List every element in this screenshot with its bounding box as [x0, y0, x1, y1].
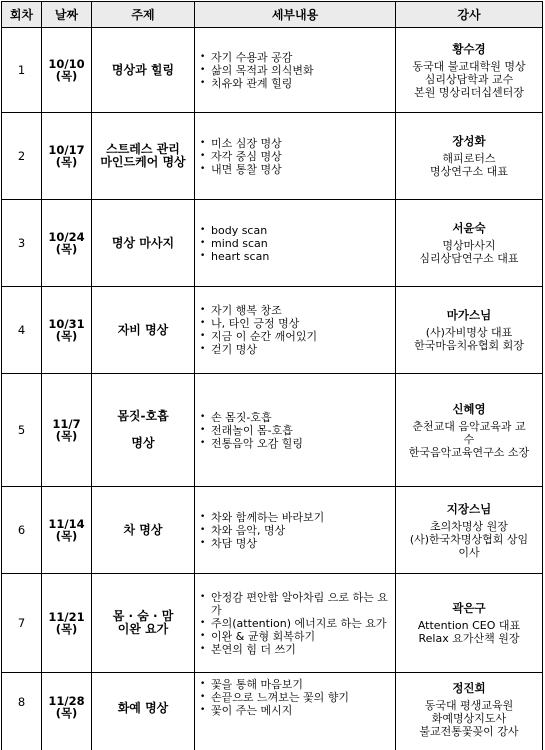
- header-date: 날짜: [42, 2, 92, 28]
- session-lecturer: [396, 200, 543, 287]
- bullet-icon: •: [200, 411, 206, 422]
- session-number: 4: [2, 287, 42, 374]
- session-lecturer: [396, 374, 543, 487]
- date-line: 10/24: [48, 230, 85, 244]
- detail-item: [200, 511, 395, 524]
- lecturer-affiliation: 본원 명상리더십센터장: [414, 85, 524, 99]
- session-number: 3: [2, 200, 42, 287]
- header-details: 세부내용: [195, 2, 396, 28]
- session-date: [42, 374, 92, 487]
- date-line: (목): [55, 622, 78, 636]
- topic-line: 명상: [131, 436, 155, 450]
- date-line: 11/7: [52, 417, 81, 431]
- lecturer-affiliation: 수: [463, 432, 475, 446]
- detail-item: [200, 250, 395, 263]
- detail-item: [200, 630, 395, 643]
- table-row: [2, 487, 543, 574]
- bullet-icon: •: [200, 77, 206, 88]
- header-lecturer: 강사: [396, 2, 543, 28]
- table-row: [2, 113, 543, 200]
- detail-item: [200, 437, 395, 450]
- detail-item: [200, 304, 395, 317]
- header-row: [2, 2, 543, 28]
- detail-item: [200, 237, 395, 250]
- bullet-icon: •: [200, 137, 206, 148]
- table-row: [2, 374, 543, 487]
- session-date: [42, 28, 92, 113]
- lecturer-affiliation: 심리상담학과 교수: [424, 72, 514, 86]
- detail-item: [200, 224, 395, 237]
- detail-item: [200, 163, 395, 176]
- session-lecturer: [396, 574, 543, 673]
- topic-line: 화예 명상: [117, 701, 169, 715]
- lecturer-name: 곽은구: [452, 601, 486, 615]
- lecturer-affiliation: 춘천교대 음악교육과 교: [412, 419, 526, 433]
- details-list: [200, 591, 395, 656]
- detail-item: [200, 617, 395, 630]
- session-topic: [92, 113, 195, 200]
- header-session: 회차: [2, 2, 42, 28]
- details-list: [200, 511, 395, 550]
- lecturer-affiliation: Attention CEO 대표: [417, 619, 521, 632]
- session-details: [195, 374, 396, 487]
- session-topic: [92, 487, 195, 574]
- table-row: [2, 673, 543, 750]
- detail-item: [200, 51, 395, 64]
- session-topic: [92, 287, 195, 374]
- detail-text: 자각 중심 명상: [211, 149, 282, 163]
- details-list: [200, 678, 395, 717]
- lecturer-affiliation: (사)한국차명상협회 상임: [409, 532, 529, 546]
- bullet-icon: •: [200, 524, 206, 535]
- session-number: 6: [2, 487, 42, 574]
- detail-text: 차담 명상: [211, 536, 258, 550]
- lecturer-name: 신혜영: [452, 401, 486, 416]
- bullet-icon: •: [200, 705, 206, 715]
- bullet-icon: •: [200, 344, 206, 354]
- session-details: [195, 287, 396, 374]
- session-lecturer: [396, 673, 543, 750]
- session-date: [42, 487, 92, 574]
- detail-text: body scan: [211, 223, 268, 237]
- detail-text: 차와 음악, 명상: [211, 523, 286, 537]
- detail-text: 지금 이 순간 깨어있기: [211, 330, 318, 343]
- detail-text: 나, 타인 긍정 명상: [211, 317, 300, 330]
- bullet-icon: •: [200, 224, 206, 235]
- details-list: [200, 224, 395, 263]
- detail-text: 자기 행복 창조: [211, 304, 282, 317]
- session-details: [195, 673, 396, 750]
- bullet-icon: •: [200, 692, 206, 702]
- detail-item: [200, 678, 395, 691]
- detail-item: [200, 64, 395, 77]
- topic-line: 명상 마사지: [111, 235, 175, 250]
- detail-text: 전래놀이 몸-호흡: [211, 423, 293, 437]
- topic-line: 몸 · 숨 · 맘: [112, 609, 174, 623]
- session-lecturer: [396, 113, 543, 200]
- session-details: [195, 574, 396, 673]
- detail-item: [200, 704, 395, 717]
- detail-text: 손 몸짓-호흡: [211, 410, 272, 424]
- session-topic: [92, 200, 195, 287]
- topic-line: 자비 명상: [117, 322, 169, 337]
- detail-text: 치유와 관계 힐링: [211, 76, 293, 90]
- session-lecturer: [396, 487, 543, 574]
- session-date: [42, 113, 92, 200]
- session-number: 1: [2, 28, 42, 113]
- details-list: [200, 51, 395, 90]
- lecturer-affiliation: 화예명상지도사: [431, 712, 507, 725]
- bullet-icon: •: [200, 511, 206, 522]
- detail-text: 이완 & 균형 회복하기: [211, 629, 316, 643]
- bullet-icon: •: [200, 250, 206, 261]
- session-details: [195, 200, 396, 287]
- date-line: (목): [55, 529, 78, 543]
- bullet-icon: •: [200, 630, 206, 641]
- topic-line: 차 명상: [123, 522, 163, 537]
- detail-text: mind scan: [211, 236, 268, 250]
- topic-spacer: [92, 423, 194, 437]
- topic-line: 마인드케어 명상: [100, 155, 186, 169]
- detail-item: [200, 150, 395, 163]
- session-number: 7: [2, 574, 42, 673]
- bullet-icon: •: [200, 331, 206, 341]
- session-topic: [92, 374, 195, 487]
- detail-text: 차와 함께하는 바라보기: [211, 510, 325, 524]
- bullet-icon: •: [200, 305, 206, 315]
- bullet-icon: •: [200, 150, 206, 161]
- lecturer-affiliation: (사)자비명상 대표: [425, 326, 513, 339]
- details-list: [200, 137, 395, 176]
- session-date: [42, 574, 92, 673]
- date-line: 10/10: [48, 57, 85, 71]
- session-topic: [92, 28, 195, 113]
- date-line: (목): [55, 69, 78, 83]
- date-line: 10/31: [48, 317, 85, 331]
- date-line: (목): [55, 706, 78, 720]
- bullet-icon: •: [200, 424, 206, 435]
- detail-text: 안정감 편안함 알아차림 으로 하는 요가: [211, 590, 388, 617]
- date-line: (목): [55, 242, 78, 256]
- lecturer-name: 마가스님: [446, 308, 492, 322]
- session-date: [42, 287, 92, 374]
- detail-item: [200, 77, 395, 90]
- lecturer-name: 황수경: [452, 41, 486, 56]
- topic-line: 몸짓-호흡: [117, 409, 169, 423]
- session-topic: [92, 673, 195, 750]
- topic-line: 이완 요가: [117, 622, 169, 636]
- bullet-icon: •: [200, 163, 206, 174]
- lecturer-affiliation: 심리상담연구소 대표: [419, 252, 519, 265]
- session-number: 5: [2, 374, 42, 487]
- lecturer-affiliation: Relax 요가산책 원장: [418, 632, 520, 645]
- detail-text: 손끝으로 느껴보는 꽃의 향기: [211, 691, 350, 704]
- detail-item: [200, 591, 395, 617]
- detail-item: [200, 524, 395, 537]
- detail-text: 자기 수용과 공감: [211, 50, 293, 64]
- session-topic: [92, 574, 195, 673]
- detail-text: 내면 통찰 명상: [211, 162, 282, 176]
- bullet-icon: •: [200, 437, 206, 448]
- detail-item: [200, 137, 395, 150]
- bullet-icon: •: [200, 643, 206, 654]
- date-line: (목): [55, 429, 78, 443]
- session-lecturer: [396, 287, 543, 374]
- session-number: 8: [2, 673, 42, 750]
- lecturer-affiliation: 동국대 불교대학원 명상: [412, 59, 526, 73]
- table-row: [2, 28, 543, 113]
- lecturer-name: 장성화: [452, 134, 486, 148]
- session-details: [195, 28, 396, 113]
- lecturer-affiliation: 이사: [458, 545, 480, 559]
- session-lecturer: [396, 28, 543, 113]
- session-details: [195, 113, 396, 200]
- session-date: [42, 673, 92, 750]
- detail-item: [200, 643, 395, 656]
- bullet-icon: •: [200, 64, 206, 75]
- lecturer-affiliation: 해피로터스: [442, 152, 496, 165]
- detail-text: 주의(attention) 에너지로 하는 요가: [211, 616, 387, 630]
- schedule-table: [1, 1, 543, 750]
- date-line: 11/21: [48, 610, 85, 624]
- lecturer-affiliation: 불교전통꽃꽂이 강사: [419, 725, 519, 738]
- detail-item: [200, 343, 395, 356]
- detail-text: heart scan: [211, 249, 270, 263]
- detail-text: 걷기 명상: [211, 343, 258, 356]
- detail-text: 본연의 힘 더 쓰기: [211, 642, 296, 656]
- detail-item: [200, 317, 395, 330]
- lecturer-affiliation: 명상연구소 대표: [430, 165, 508, 178]
- lecturer-name: 정진희: [452, 681, 486, 695]
- header-topic: 주제: [92, 2, 195, 28]
- detail-text: 꽃을 통해 마음보기: [211, 678, 304, 691]
- session-details: [195, 487, 396, 574]
- table-row: [2, 287, 543, 374]
- table-row: [2, 574, 543, 673]
- bullet-icon: •: [200, 318, 206, 328]
- bullet-icon: •: [200, 679, 206, 689]
- detail-item: [200, 411, 395, 424]
- bullet-icon: •: [200, 51, 206, 62]
- detail-text: 전통음악 오감 힐링: [211, 436, 304, 450]
- lecturer-affiliation: 명상마사지: [442, 239, 496, 252]
- detail-item: [200, 330, 395, 343]
- lecturer-affiliation: 초의차명상 원장: [430, 519, 508, 533]
- detail-text: 미소 심장 명상: [211, 136, 282, 150]
- date-line: 11/14: [48, 517, 85, 531]
- bullet-icon: •: [200, 237, 206, 248]
- date-line: (목): [55, 329, 78, 343]
- topic-line: 스트레스 관리: [106, 142, 180, 156]
- date-line: 11/28: [48, 694, 85, 708]
- date-line: 10/17: [48, 143, 85, 157]
- detail-item: [200, 691, 395, 704]
- bullet-icon: •: [200, 617, 206, 628]
- bullet-icon: •: [200, 537, 206, 548]
- details-list: [200, 304, 395, 356]
- detail-item: [200, 424, 395, 437]
- lecturer-affiliation: 한국음악교육연구소 소장: [408, 445, 530, 459]
- detail-text: 삶의 목적과 의식변화: [211, 63, 314, 77]
- bullet-icon: •: [200, 591, 206, 602]
- lecturer-name: 서윤숙: [452, 221, 486, 235]
- lecturer-name: 지장스님: [446, 501, 492, 516]
- details-list: [200, 411, 395, 450]
- lecturer-affiliation: 동국대 평생교육원: [424, 699, 514, 712]
- lecturer-affiliation: 한국마음치유협회 회장: [414, 339, 524, 352]
- date-line: (목): [55, 155, 78, 169]
- table-row: [2, 200, 543, 287]
- detail-item: [200, 537, 395, 550]
- session-number: 2: [2, 113, 42, 200]
- detail-text: 꽃이 주는 메시지: [211, 704, 293, 717]
- topic-line: 명상과 힐링: [111, 62, 175, 77]
- session-date: [42, 200, 92, 287]
